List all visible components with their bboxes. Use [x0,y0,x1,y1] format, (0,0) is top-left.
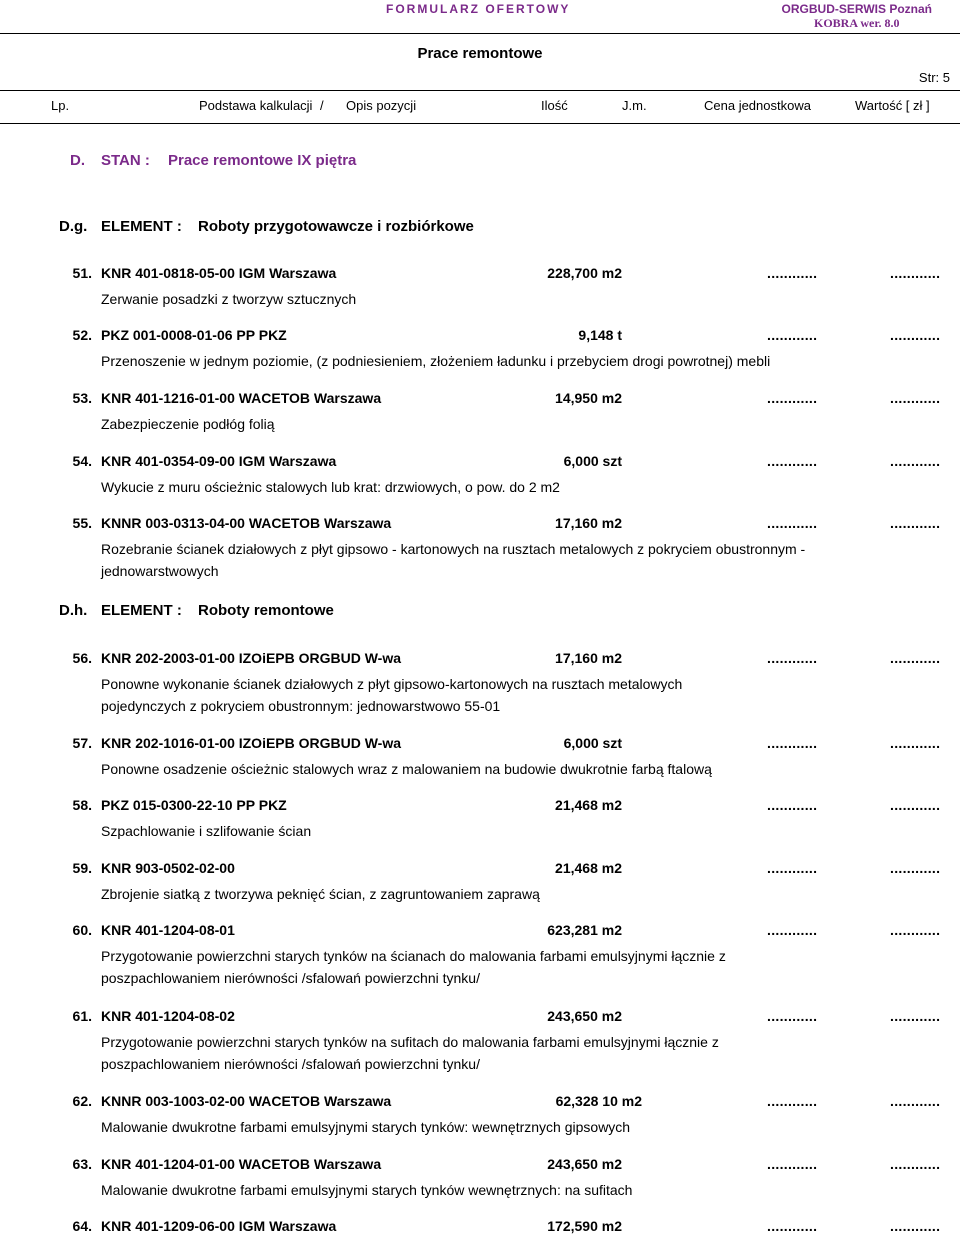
element-name: Roboty remontowe [198,602,334,619]
item-number: 58. [72,797,92,813]
item-unit-price: ............ [767,860,818,876]
stan-name: Prace remontowe IX piętra [168,152,357,169]
item-value: ............ [890,922,941,938]
item-description: Ponowne wykonanie ścianek działowych z płyt gipsowo-kartonowych na rusztach metalowych pojedynczych z pokryciem obustronnym: jednowarstwowo 55-01 [101,676,683,714]
item-description: Zerwanie posadzki z tworzyw sztucznych [101,291,357,307]
item-reference: PKZ 001-0008-01-06 PP PKZ [101,327,287,343]
item-reference: KNNR 003-0313-04-00 WACETOB Warszawa [101,515,392,531]
col-lp: Lp. [51,98,70,113]
element-code: D.h. [59,602,88,619]
item-description: Szpachlowanie i szlifowanie ścian [101,823,312,839]
company-block [782,2,932,30]
item-quantity: 17,160 m2 [555,515,622,531]
item-reference: KNR 401-1204-08-01 [101,922,235,938]
col-quantity: Ilość [541,98,568,113]
item-value: ............ [890,265,941,281]
software-version: KOBRA wer. 8.0 [813,16,900,30]
element-heading [59,218,474,235]
item-description: Przygotowanie powierzchni starych tynków na sufitach do malowania farbami emulsyjnymi łącznie z poszpachlowaniem nierówności /sfalowań powierzchni tynku/ [101,1034,719,1072]
item-quantity: 172,590 m2 [547,1218,622,1234]
item-value: ............ [890,1218,941,1234]
item-quantity: 6,000 szt [563,735,622,751]
item-description: Malowanie dwukrotne farbami emulsyjnymi starych tynków: wewnętrznych gipsowych [101,1119,631,1135]
item-reference: KNR 401-1204-01-00 WACETOB Warszawa [101,1156,382,1172]
column-header-bottom-rule [0,123,960,124]
item-unit-price: ............ [767,390,818,406]
item-reference: KNNR 003-1003-02-00 WACETOB Warszawa [101,1093,392,1109]
stan-label: STAN : [101,152,150,169]
item-quantity: 21,468 m2 [555,860,622,876]
item-value: ............ [890,515,941,531]
item-unit-price: ............ [767,650,818,666]
item-value: ............ [890,1093,941,1109]
item-quantity: 9,148 t [578,327,622,343]
column-header-top-rule [0,90,960,91]
item-unit-price: ............ [767,922,818,938]
item-quantity: 228,700 m2 [547,265,622,281]
item-reference: KNR 401-0354-09-00 IGM Warszawa [101,453,337,469]
stan-code: D. [70,152,85,169]
item-description: Ponowne osadzenie ościeżnic stalowych wraz z malowaniem na budowie dwukrotnie farbą ftalową [101,761,712,777]
element-label: ELEMENT : [101,218,182,235]
item-number: 51. [72,265,92,281]
item-description: Zabezpieczenie podłóg folią [101,416,275,432]
item-value: ............ [890,1156,941,1172]
item-description: Przygotowanie powierzchni starych tynków na ścianach do malowania farbami emulsyjnymi łącznie z poszpachlowaniem nierówności /sfalowań powierzchni tynku/ [101,948,726,986]
item-value: ............ [890,1008,941,1024]
item-number: 55. [72,515,92,531]
page-title: Prace remontowe [417,45,543,62]
item-reference: KNR 401-1216-01-00 WACETOB Warszawa [101,390,382,406]
item-unit-price: ............ [767,327,818,343]
element-name: Roboty przygotowawcze i rozbiórkowe [198,218,474,235]
item-quantity: 623,281 m2 [547,922,622,938]
item-number: 53. [72,390,92,406]
item-description: Wykucie z muru ościeżnic stalowych lub krat: drzwiowych, o pow. do 2 m2 [101,479,560,495]
item-value: ............ [890,735,941,751]
item-number: 56. [72,650,92,666]
element-heading [59,602,334,619]
item-number: 59. [72,860,92,876]
header-divider [0,33,960,34]
item-unit-price: ............ [767,735,818,751]
item-reference: KNR 202-2003-01-00 IZOiEPB ORGBUD W-wa [101,650,402,666]
col-basis: Podstawa kalkulacji [199,98,313,113]
col-unit: J.m. [622,98,647,113]
item-quantity: 14,950 m2 [555,390,622,406]
item-unit-price: ............ [767,1218,818,1234]
item-number: 62. [72,1093,92,1109]
item-value: ............ [890,390,941,406]
item-unit-price: ............ [767,797,818,813]
item-description: Malowanie dwukrotne farbami emulsyjnymi starych tynków wewnętrznych: na sufitach [101,1182,633,1198]
item-quantity: 62,328 10 m2 [555,1093,642,1109]
form-title: FORMULARZ OFERTOWY [386,2,571,16]
col-description: Opis pozycji [346,98,417,113]
stan-heading [70,152,356,169]
item-number: 61. [72,1008,92,1024]
item-quantity: 243,650 m2 [547,1156,622,1172]
item-unit-price: ............ [767,1008,818,1024]
element-code: D.g. [59,218,88,235]
item-quantity: 243,650 m2 [547,1008,622,1024]
item-unit-price: ............ [767,1156,818,1172]
item-reference: PKZ 015-0300-22-10 PP PKZ [101,797,287,813]
item-value: ............ [890,327,941,343]
item-number: 60. [72,922,92,938]
item-number: 52. [72,327,92,343]
item-quantity: 6,000 szt [563,453,622,469]
item-unit-price: ............ [767,515,818,531]
col-unit-price: Cena jednostkowa [704,98,811,113]
item-reference: KNR 202-1016-01-00 IZOiEPB ORGBUD W-wa [101,735,402,751]
item-reference: KNR 401-1204-08-02 [101,1008,235,1024]
item-description: Przenoszenie w jednym poziomie, (z podniesieniem, złożeniem ładunku i przebyciem drogi powrotnej) mebli [101,353,771,369]
item-value: ............ [890,650,941,666]
item-number: 63. [72,1156,92,1172]
item-unit-price: ............ [767,1093,818,1109]
item-unit-price: ............ [767,265,818,281]
item-reference: KNR 401-0818-05-00 IGM Warszawa [101,265,337,281]
company-name: ORGBUD-SERWIS Poznań [781,2,932,16]
item-quantity: 21,468 m2 [555,797,622,813]
item-number: 57. [72,735,92,751]
item-value: ............ [890,453,941,469]
item-number: 54. [72,453,92,469]
item-number: 64. [72,1218,92,1234]
item-unit-price: ............ [767,453,818,469]
item-description: Zbrojenie siatką z tworzywa peknięć ścian, z zagruntowaniem zaprawą [101,886,540,902]
item-reference: KNR 401-1209-06-00 IGM Warszawa [101,1218,337,1234]
item-reference: KNR 903-0502-02-00 [101,860,235,876]
element-label: ELEMENT : [101,602,182,619]
item-value: ............ [890,860,941,876]
col-value: Wartość [ zł ] [855,98,930,113]
item-value: ............ [890,797,941,813]
item-quantity: 17,160 m2 [555,650,622,666]
page-number: Str: 5 [918,70,950,85]
item-description: Rozebranie ścianek działowych z płyt gipsowo - kartonowych na rusztach metalowych z pokryciem obustronnym - jednowarstwowych [101,541,806,579]
col-separator: / [320,98,324,113]
